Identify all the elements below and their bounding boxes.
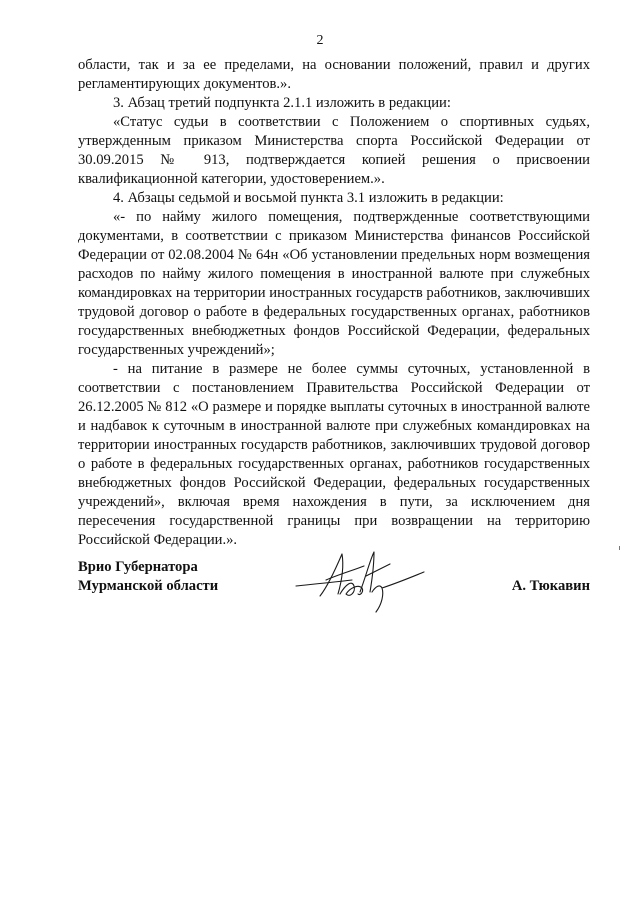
page-number: 2 (316, 33, 324, 48)
signatory-name: А. Тюкавин (511, 578, 590, 594)
paragraph-item-4: 4. Абзацы седьмой и восьмой пункта 3.1 изложить в редакции: (113, 190, 504, 206)
document-body (78, 56, 590, 550)
handwritten-signature (290, 546, 430, 618)
paragraph-quote-meals: - на питание в размере не более суммы суточных, установленной в соответствии с постановлением Правительства Российской Федерации от 26.12.2005 № 812 «О размере и порядке выплаты суточных в иностранной валюте и надбавок к суточным в иностранной валюте при служебных командировках на территории иностранных государств работников, заключивших трудовой договор о работе в федеральных государственных органах, работников государственных внебюджетных фондов Российской Федерации, федеральных государственных учреждений», включая время нахождения в пути, за исключением дня пересечения государственной границы при возвращении на территорию Российской Федерации.». (78, 361, 590, 548)
paragraph-quote-housing: «- по найму жилого помещения, подтвержденные соответствующими документами, в соответствии с приказом Министерства финансов Российской Федерации от 02.08.2004 № 64н «Об установлении предельных норм возмещения расходов по найму жилого помещения в иностранной валюте при служебных командировках на территории иностранных государств работников, заключивших трудовой договор о работе в федеральных государственных органах, работников государственных внебюджетных фондов Российской Федерации, федеральных государственных учреждений»; (78, 209, 590, 358)
paragraph-item-3: 3. Абзац третий подпункта 2.1.1 изложить в редакции: (113, 95, 451, 111)
paragraph-quote-judge-status: «Статус судьи в соответствии с Положением о спортивных судьях, утвержденным приказом Министерства спорта Российской Федерации от 30.09.2015 № 913, подтверждается копией решения о присвоении квалификационной категории, удостоверением.». (78, 114, 590, 187)
margin-mark (619, 546, 620, 550)
signature-block (78, 558, 590, 608)
signatory-title-line1: Врио Губернатора (78, 559, 198, 575)
paragraph-continuation: области, так и за ее пределами, на основании положений, правил и других регламентирующих документов.». (78, 57, 590, 92)
signatory-title-line2: Мурманской области (78, 578, 219, 594)
signatory-title (78, 558, 218, 596)
